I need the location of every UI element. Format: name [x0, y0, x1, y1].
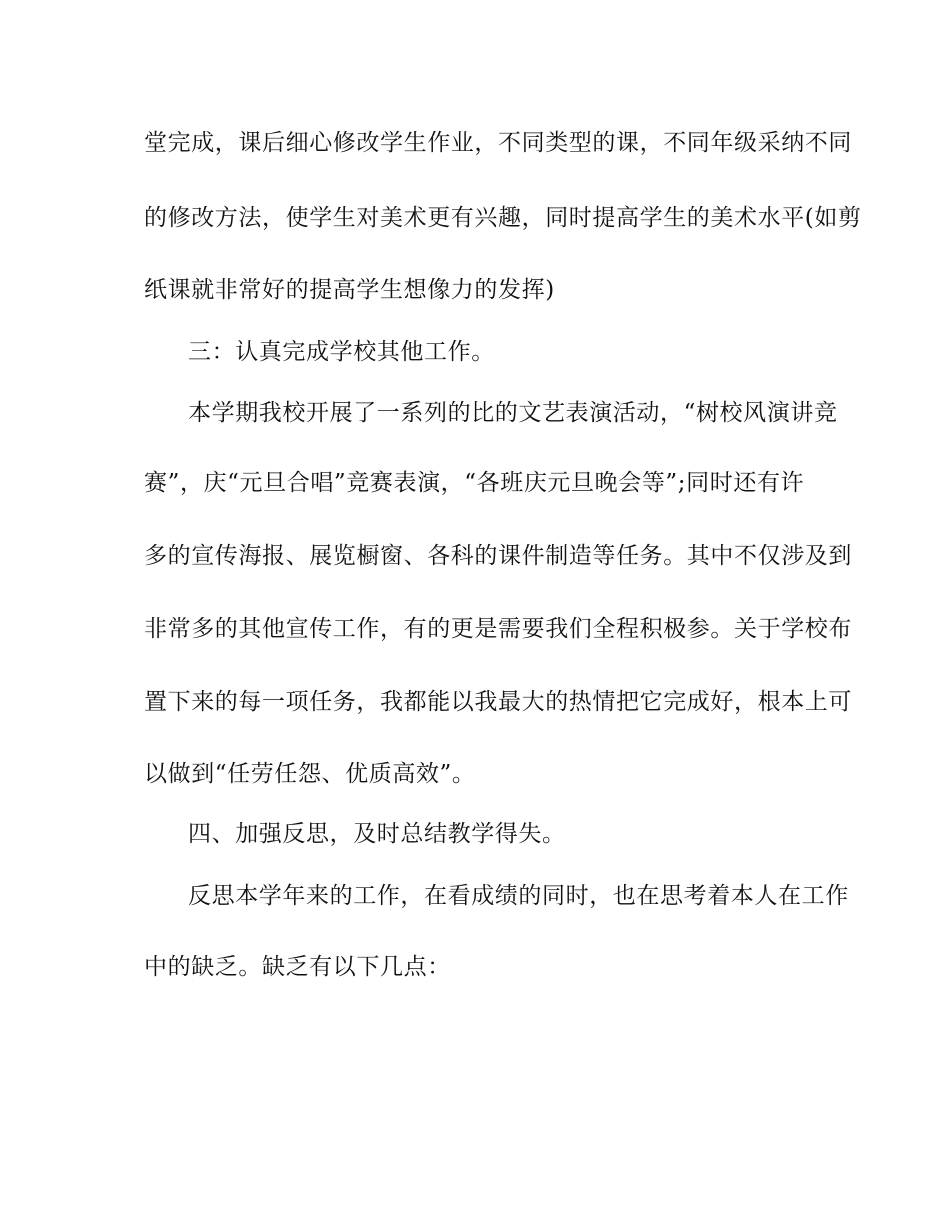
body-text-line: 堂完成，课后细心修改学生作业，不同类型的课，不同年级采纳不同 — [144, 130, 852, 156]
body-text-line: 置下来的每一项任务，我都能以我最大的热情把它完成好，根本上可 — [144, 689, 852, 715]
body-text-line: 反思本学年来的工作，在看成绩的同时，也在思考着本人在工作 — [188, 883, 849, 909]
body-text-line: 多的宣传海报、展览橱窗、各科的课件制造等任务。其中不仅涉及到 — [144, 543, 852, 569]
body-text-line: 赛”，庆“元旦合唱”竞赛表演，“各班庆元旦晚会等”;同时还有许 — [144, 470, 805, 496]
section-heading: 三：认真完成学校其他工作。 — [188, 339, 495, 365]
body-text-line: 纸课就非常好的提高学生想像力的发挥) — [144, 277, 555, 303]
body-text-line: 本学期我校开展了一系列的比的文艺表演活动，“树校风演讲竞 — [188, 400, 838, 426]
section-heading: 四、加强反思，及时总结教学得失。 — [188, 821, 566, 847]
body-text-line: 中的缺乏。缺乏有以下几点： — [144, 954, 451, 980]
body-text-line: 非常多的其他宣传工作，有的更是需要我们全程积极参。关于学校布 — [144, 616, 852, 642]
body-text-line: 的修改方法，使学生对美术更有兴趣，同时提高学生的美术水平(如剪 — [144, 205, 862, 231]
body-text-line: 以做到“任劳任怨、优质高效”。 — [144, 761, 476, 787]
